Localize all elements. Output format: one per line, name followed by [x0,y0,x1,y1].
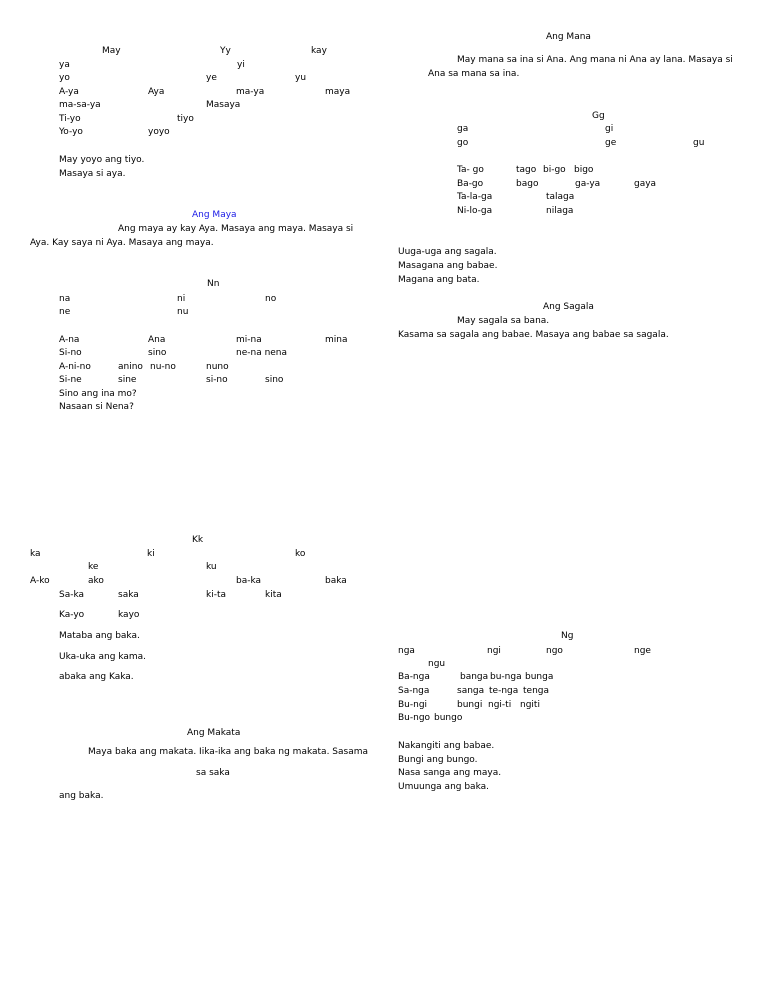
ng-sentence: Nakangiti ang babae. [398,741,495,751]
ng-split-word: Ba-nga [398,672,430,682]
kk-word: saka [118,590,139,600]
ng-split-word: Bu-ngo [398,713,431,723]
ang-sagala-line: May sagala sa bana. [457,316,550,326]
nn-split-word: nu-no [150,362,176,372]
kk-letter-heading: Kk [192,535,204,545]
nn-split-word: A-ni-no [59,362,91,372]
gg-split-word: Ta-la-ga [457,192,493,202]
ng-word: sanga [457,686,485,696]
ang-makata-title: Ang Makata [187,728,241,738]
ng-word: ngiti [520,700,540,710]
yy-sentence: May yoyo ang tiyo. [59,155,145,165]
gg-split-word: ga-ya [575,179,601,189]
gg-sentence: Uuga-uga ang sagala. [398,247,497,257]
gg-word: tago [516,165,537,175]
ang-sagala-line: Kasama sa sagala ang babae. Masaya ang babae sa sagala. [398,330,669,340]
ang-maya-title: Ang Maya [192,210,237,220]
ang-makata-line: Maya baka ang makata. Iika-ika ang baka ng makata. Sasama [88,747,369,757]
nn-word: Ana [148,335,166,345]
kk-syllable: ka [30,549,41,559]
ang-maya-line: Ang maya ay kay Aya. Masaya ang maya. Masaya si [118,224,354,234]
yy-syllable: ye [206,73,217,83]
kk-syllable: ki [147,549,155,559]
yy-split-word: ma-sa-ya [59,100,101,110]
ng-word: bungi [457,700,483,710]
gg-syllable: ga [457,124,469,134]
ng-sentence: Umuunga ang baka. [398,782,490,792]
gg-sentence: Masagana ang babae. [398,261,498,271]
nn-syllable: no [265,294,277,304]
gg-split-word: Ni-lo-ga [457,206,493,216]
yy-word: Masaya [206,100,241,110]
nn-word: anino [118,362,143,372]
nn-syllable: ne [59,307,71,317]
kk-split-word: Ka-yo [59,610,85,620]
nn-letter-heading: Nn [207,279,220,289]
yy-syllable: yo [59,73,70,83]
gg-word: bigo [574,165,594,175]
nn-syllable: ni [177,294,186,304]
yy-syllable: ya [59,60,70,70]
ng-syllable: ngu [428,659,446,669]
yy-word: Aya [148,87,165,97]
yy-split-word: Yo-yo [59,127,83,137]
nn-question: Nasaan si Nena? [59,402,134,412]
yy-word: kay [311,46,327,56]
yy-word: yoyo [148,127,170,137]
ng-syllable: nga [398,646,415,656]
gg-letter-heading: Gg [592,111,605,121]
kk-syllable: ku [206,562,217,572]
nn-word: mina [325,335,348,345]
nn-split-word: mi-na [236,335,262,345]
ang-mana-line: May mana sa ina si Ana. Ang mana ni Ana ay lana. Masaya si [457,55,733,65]
kk-sentence: abaka ang Kaka. [59,672,134,682]
gg-syllable: ge [605,138,617,148]
kk-split-word: ki-ta [206,590,227,600]
kk-split-word: ba-ka [236,576,262,586]
yy-syllable: yu [295,73,307,83]
gg-syllable: gu [693,138,705,148]
nn-split-word: Si-no [59,348,82,358]
gg-syllable: go [457,138,469,148]
gg-syllable: gi [605,124,614,134]
kk-split-word: Sa-ka [59,590,85,600]
ang-makata-line: sa saka [196,768,230,778]
ng-syllable: nge [634,646,651,656]
ng-word: tenga [523,686,549,696]
kk-split-word: A-ko [30,576,50,586]
kk-word: kita [265,590,282,600]
gg-word: nilaga [546,206,574,216]
kk-syllable: ke [88,562,99,572]
ang-makata-line: ang baka. [59,791,104,801]
yy-word: May [102,46,121,56]
ng-syllable: ngo [546,646,563,656]
gg-word: bago [516,179,539,189]
nn-split-word: Si-ne [59,375,82,385]
gg-sentence: Magana ang bata. [398,275,480,285]
gg-split-word: bi-go [543,165,566,175]
yy-split-word: ma-ya [236,87,265,97]
ng-word: bungo [434,713,463,723]
kk-word: baka [325,576,347,586]
nn-word: nuno [206,362,229,372]
ng-sentence: Bungi ang bungo. [398,755,478,765]
ang-mana-line: Ana sa mana sa ina. [428,69,520,79]
nn-word: sino [265,375,284,385]
yy-letter-heading: Yy [220,46,231,56]
gg-word: talaga [546,192,575,202]
yy-syllable: yi [237,60,245,70]
yy-word: maya [325,87,351,97]
ng-split-word: te-nga [489,686,519,696]
nn-word: sino [148,348,167,358]
ng-word: banga [460,672,489,682]
nn-syllable: nu [177,307,189,317]
ang-sagala-title: Ang Sagala [543,302,594,312]
gg-word: gaya [634,179,657,189]
ng-word: bunga [525,672,554,682]
ng-split-word: Bu-ngi [398,700,428,710]
nn-word: sine [118,375,137,385]
gg-split-word: Ta- go [457,165,484,175]
kk-syllable: ko [295,549,306,559]
kk-sentence: Mataba ang baka. [59,631,140,641]
nn-split-word: A-na [59,335,80,345]
nn-split-word: si-no [206,375,228,385]
ng-split-word: bu-nga [490,672,522,682]
nn-syllable: na [59,294,71,304]
kk-word: kayo [118,610,140,620]
ng-split-word: ngi-ti [488,700,512,710]
nn-question: Sino ang ina mo? [59,389,137,399]
gg-split-word: Ba-go [457,179,484,189]
yy-split-word: A-ya [59,87,79,97]
nn-split-word: ne-na nena [236,348,288,358]
yy-split-word: Ti-yo [59,114,81,124]
yy-word: tiyo [177,114,194,124]
ng-syllable: ngi [487,646,501,656]
ang-maya-line: Aya. Kay saya ni Aya. Masaya ang maya. [30,238,214,248]
yy-sentence: Masaya si aya. [59,169,126,179]
ang-mana-title: Ang Mana [546,32,591,42]
kk-sentence: Uka-uka ang kama. [59,652,147,662]
kk-word: ako [88,576,104,586]
ng-split-word: Sa-nga [398,686,430,696]
ng-letter-heading: Ng [561,631,574,641]
ng-sentence: Nasa sanga ang maya. [398,768,502,778]
